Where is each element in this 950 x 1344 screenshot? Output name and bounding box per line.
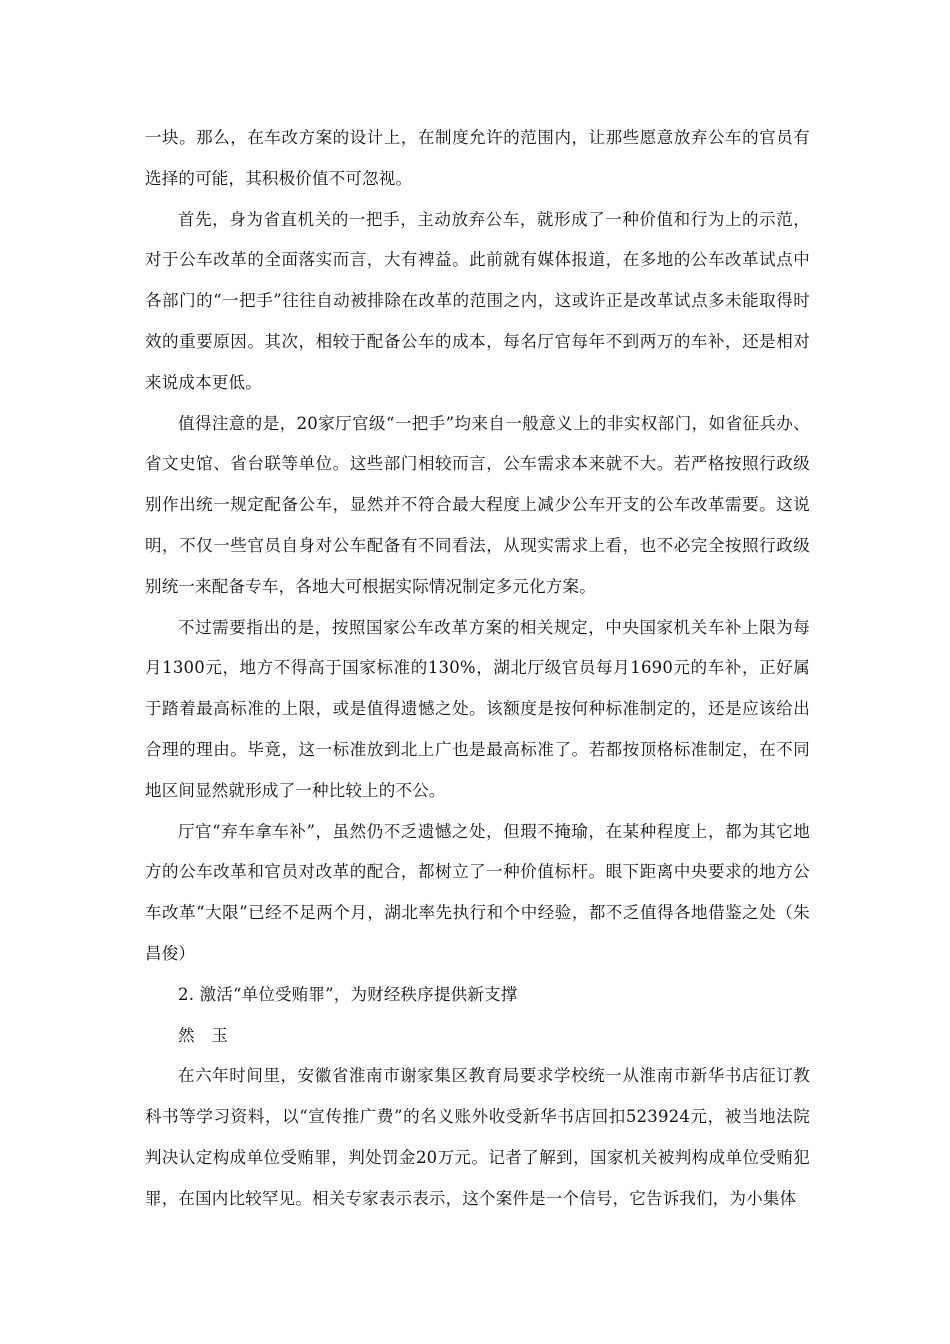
paragraph-however: 不过需要指出的是，按照国家公车改革方案的相关规定，中央国家机关车补上限为每月1300元，地方不得高于国家标准的130%，湖北厅级官员每月1690元的车补，正好属于踏着最高标准的上限，或是值得遗憾之处。该额度是按何种标准制定的，还是应该给出合理的理由。毕竟，这一标准放到北上广也是最高标准了。若都按顶格标准制定，在不同地区间显然就形成了一种比较上的不公。 xyxy=(145,617,810,800)
document-body xyxy=(145,118,810,1220)
section-heading: 2. 激活“单位受贿罪”，为财经秩序提供新支撑 xyxy=(178,984,518,1004)
section-author: 然 玉 xyxy=(178,1025,229,1045)
paragraph-conclusion: 厅官“弃车拿车补”，虽然仍不乏遗憾之处，但瑕不掩瑜，在某种程度上，都为其它地方的公车改革和官员对改革的配合，都树立了一种价值标杆。眼下距离中央要求的地方公车改革“大限”已经不足两个月，湖北率先执行和个中经验，都不乏值得各地借鉴之处（朱昌俊） xyxy=(145,821,810,963)
paragraph-noteworthy: 值得注意的是，20家厅官级“一把手”均来自一般意义上的非实权部门，如省征兵办、省文史馆、省台联等单位。这些部门相较而言，公车需求本来就不大。若严格按照行政级别作出统一规定配备公车，显然并不符合最大程度上减少公车开支的公车改革需要。这说明，不仅一些官员自身对公车配备有不同看法，从现实需求上看，也不必完全按照行政级别统一来配备专车，各地大可根据实际情况制定多元化方案。 xyxy=(145,413,810,596)
paragraph-case-intro: 在六年时间里，安徽省淮南市谢家集区教育局要求学校统一从淮南市新华书店征订教科书等学习资料，以“宣传推广费”的名义账外收受新华书店回扣523924元，被当地法院判决认定构成单位受贿罪，判处罚金20万元。记者了解到，国家机关被判构成单位受贿犯罪，在国内比较罕见。相关专家表示表示，这个案件是一个信号，它告诉我们，为小集体 xyxy=(145,1066,810,1208)
paragraph-continuation: 一块。那么，在车改方案的设计上，在制度允许的范围内，让那些愿意放弃公车的官员有选择的可能，其积极价值不可忽视。 xyxy=(145,128,810,188)
paragraph-firstly: 首先，身为省直机关的一把手，主动放弃公车，就形成了一种价值和行为上的示范，对于公车改革的全面落实而言，大有裨益。此前就有媒体报道，在多地的公车改革试点中各部门的“一把手”往往自动被排除在改革的范围之内，这或许正是改革试点多未能取得时效的重要原因。其次，相较于配备公车的成本，每名厅官每年不到两万的车补，还是相对来说成本更低。 xyxy=(145,209,810,392)
